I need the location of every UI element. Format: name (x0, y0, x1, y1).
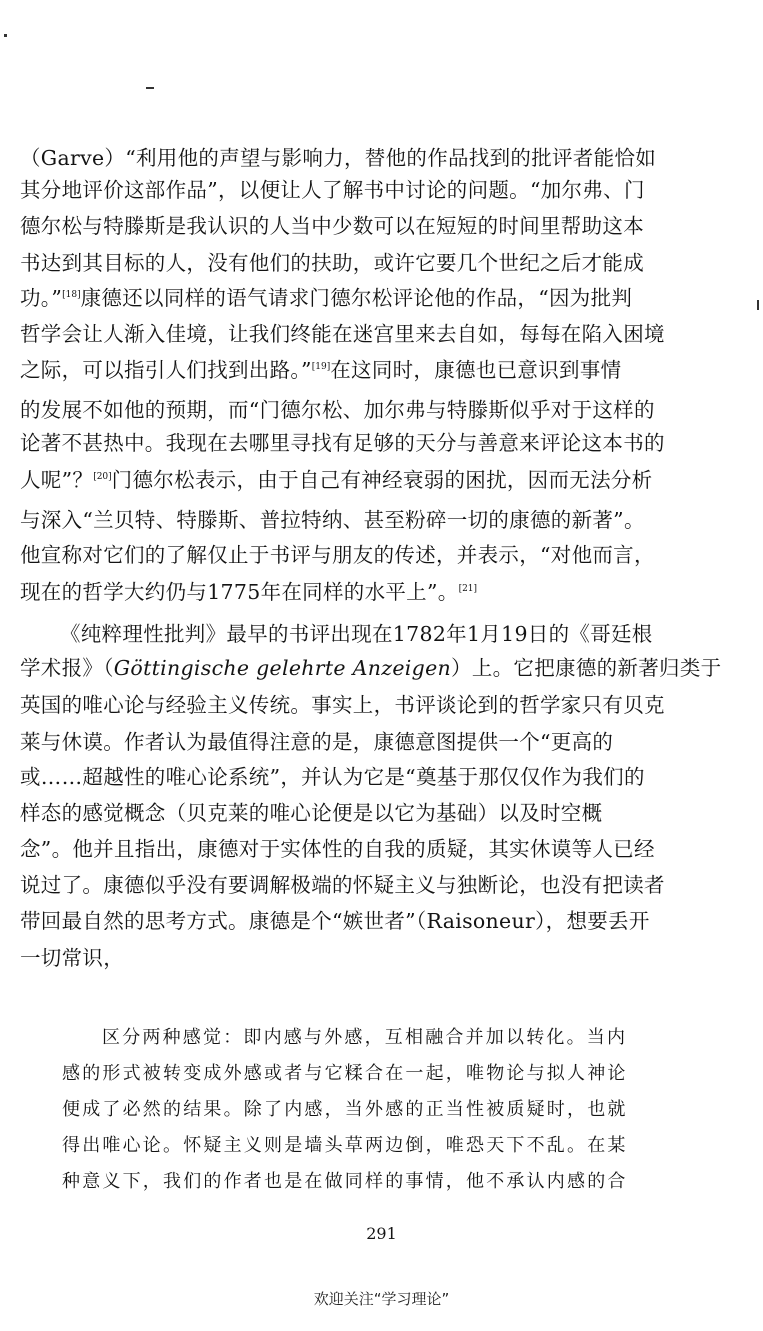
footnote-ref: [20] (93, 472, 112, 483)
scan-speck (757, 300, 759, 310)
page-number: 291 (366, 1224, 397, 1243)
body-line: 的发展不如他的预期，而“门德尔松、加尔弗与特滕斯似乎对于这样的 (20, 398, 655, 422)
body-line: 念”。他并且指出，康德对于实体性的自我的质疑，其实休谟等人已经 (20, 837, 655, 861)
body-line: 带回最自然的思考方式。康德是个“嫉世者”（Raisoneur），想要丢开 (20, 909, 650, 933)
body-text: 之际，可以指引人们找到出路。” (20, 358, 312, 382)
journal-title: Göttingische gelehrte Anzeigen (113, 656, 452, 680)
body-line: 莱与休谟。作者认为最值得注意的是，康德意图提供一个“更高的 (20, 730, 614, 754)
quote-line: 种意义下，我们的作者也是在做同样的事情，他不承认内感的合 (62, 1171, 628, 1192)
scan-speck (146, 87, 154, 89)
body-line (20, 355, 742, 385)
quote-line: 得出唯心论。怀疑主义则是墙头草两边倒，唯恐天下不乱。在某 (62, 1135, 628, 1156)
body-line: 样态的感觉概念（贝克莱的唯心论便是以它为基础）以及时空概 (20, 801, 603, 825)
body-line: 或……超越性的唯心论系统”，并认为它是“奠基于那仅仅作为我们的 (20, 765, 645, 789)
body-line: 德尔松与特滕斯是我认识的人当中少数可以在短短的时间里帮助这本 (20, 214, 644, 238)
footnote-ref: [21] (458, 584, 478, 595)
body-text: 人呢”？ (20, 468, 94, 492)
body-line (20, 577, 742, 607)
body-line: 一切常识， (20, 946, 124, 970)
body-line: 书达到其目标的人，没有他们的扶助，或许它要几个世纪之后才能成 (20, 251, 644, 275)
body-line: 其分地评价这部作品”，以便让人了解书中讨论的问题。“加尔弗、门 (20, 178, 645, 202)
body-text: 在这同时，康德也已意识到事情 (330, 358, 622, 382)
body-line: （Garve）“利用他的声望与影响力，替他的作品找到的批评者能恰如 (20, 146, 656, 170)
body-text: 门德尔松表示，由于自己有神经衰弱的困扰，因而无法分析 (111, 468, 653, 492)
body-line: 他宣称对它们的了解仅止于书评与朋友的传述，并表示，“对他而言， (20, 543, 655, 567)
body-text: 现在的哲学大约仍与1775年在同样的水平上”。 (20, 580, 459, 604)
quote-line: 便成了必然的结果。除了内感，当外感的正当性被质疑时，也就 (62, 1099, 628, 1120)
quote-line: 区分两种感觉：即内感与外感，互相融合并加以转化。当内 (102, 1027, 628, 1048)
body-line (20, 465, 742, 495)
body-line: 《纯粹理性批判》最早的书评出现在1782年1月19日的《哥廷根 (60, 622, 653, 646)
body-text: 康德还以同样的语气请求门德尔松评论他的作品，“因为批判 (80, 286, 633, 310)
body-line: 与深入“兰贝特、特滕斯、普拉特纳、甚至粉碎一切的康德的新著”。 (20, 508, 645, 532)
body-text: 学术报》（ (20, 656, 114, 680)
footnote-ref: [19] (311, 362, 331, 373)
body-line (20, 283, 742, 313)
body-line: 论著不甚热中。我现在去哪里寻找有足够的天分与善意来评论这本书的 (20, 431, 665, 455)
body-line: 说过了。康德似乎没有要调解极端的怀疑主义与独断论，也没有把读者 (20, 873, 665, 897)
body-line: 英国的唯心论与经验主义传统。事实上，书评谈论到的哲学家只有贝克 (20, 693, 665, 717)
quote-line: 感的形式被转变成外感或者与它糅合在一起，唯物论与拟人神论 (62, 1063, 628, 1084)
body-text: ）上。它把康德的新著归类于 (451, 656, 722, 680)
body-line: 哲学会让人渐入佳境，让我们终能在迷宫里来去自如，每每在陷入困境 (20, 322, 665, 346)
footer-caption: 欢迎关注“学习理论” (313, 1290, 450, 1308)
body-line (20, 653, 742, 683)
body-text: 功。” (20, 286, 63, 310)
scan-speck (4, 34, 7, 37)
footnote-ref: [18] (62, 290, 81, 301)
